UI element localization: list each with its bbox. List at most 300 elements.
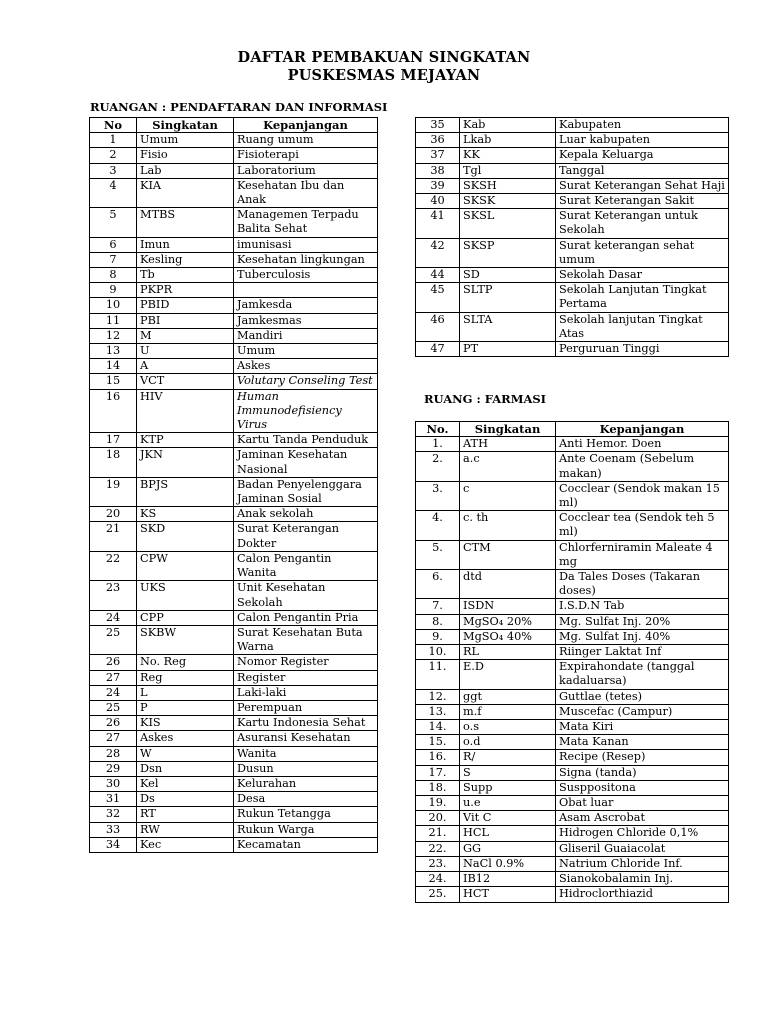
table-row	[90, 252, 378, 267]
cell-kepanjangan: Kesehatan lingkungan	[234, 252, 378, 267]
cell-singkatan: Ds	[137, 792, 234, 807]
cell-singkatan: M	[137, 328, 234, 343]
cell-no: 8.	[416, 614, 460, 629]
table-row	[416, 511, 729, 540]
table-row	[90, 344, 378, 359]
table-row	[416, 614, 729, 629]
cell-kepanjangan: Sianokobalamin Inj.	[556, 872, 729, 887]
header-kepanjangan: Kepanjangan	[234, 118, 378, 133]
cell-singkatan: Umum	[137, 133, 234, 148]
cell-no: 25	[90, 700, 137, 715]
cell-kepanjangan: Anak sekolah	[234, 507, 378, 522]
cell-kepanjangan: Ante Coenam (Sebelum makan)	[556, 452, 729, 481]
cell-singkatan: Reg	[137, 670, 234, 685]
table-row	[90, 359, 378, 374]
cell-kepanjangan: Mata Kiri	[556, 720, 729, 735]
cell-kepanjangan: Surat Keterangan Dokter	[234, 522, 378, 551]
cell-kepanjangan: Surat Keterangan Sakit	[556, 194, 729, 209]
cell-kepanjangan: I.S.D.N Tab	[556, 599, 729, 614]
cell-singkatan: GG	[460, 841, 556, 856]
table-row	[90, 746, 378, 761]
cell-kepanjangan: Natrium Chloride Inf.	[556, 856, 729, 871]
cell-singkatan: Tb	[137, 268, 234, 283]
cell-singkatan: SKSH	[460, 178, 556, 193]
cell-kepanjangan	[234, 283, 378, 298]
table-row	[416, 750, 729, 765]
cell-no: 15.	[416, 735, 460, 750]
cell-singkatan: Lab	[137, 163, 234, 178]
cell-no: 36	[416, 133, 460, 148]
cell-kepanjangan: Fisioterapi	[234, 148, 378, 163]
cell-kepanjangan: Tanggal	[556, 163, 729, 178]
cell-no: 5.	[416, 540, 460, 569]
cell-singkatan: c. th	[460, 511, 556, 540]
cell-singkatan: SKD	[137, 522, 234, 551]
cell-singkatan: SLTP	[460, 283, 556, 312]
table-row	[90, 507, 378, 522]
table-row	[90, 313, 378, 328]
cell-no: 26	[90, 716, 137, 731]
cell-kepanjangan: Rukun Warga	[234, 822, 378, 837]
cell-kepanjangan: Rukun Tetangga	[234, 807, 378, 822]
cell-singkatan: CPW	[137, 551, 234, 580]
cell-no: 11.	[416, 660, 460, 689]
cell-no: 8	[90, 268, 137, 283]
cell-kepanjangan: Mandiri	[234, 328, 378, 343]
table-row	[416, 599, 729, 614]
cell-kepanjangan: Muscefac (Campur)	[556, 704, 729, 719]
table-row	[90, 761, 378, 776]
cell-singkatan: Kesling	[137, 252, 234, 267]
cell-kepanjangan: Mg. Sulfat Inj. 40%	[556, 629, 729, 644]
cell-no: 23.	[416, 856, 460, 871]
cell-no: 18	[90, 448, 137, 477]
cell-kepanjangan: Surat keterangan sehat umum	[556, 238, 729, 267]
table-row	[90, 433, 378, 448]
table-row	[416, 780, 729, 795]
cell-kepanjangan: Jamkesda	[234, 298, 378, 313]
cell-no: 39	[416, 178, 460, 193]
cell-no: 17	[90, 433, 137, 448]
cell-no: 29	[90, 761, 137, 776]
cell-singkatan: PT	[460, 342, 556, 357]
table-row	[90, 477, 378, 506]
cell-kepanjangan: Jamkesmas	[234, 313, 378, 328]
cell-kepanjangan: Sekolah Lanjutan Tingkat Pertama	[556, 283, 729, 312]
cell-singkatan: HCL	[460, 826, 556, 841]
cell-no: 24	[90, 610, 137, 625]
cell-no: 16.	[416, 750, 460, 765]
cell-no: 44	[416, 268, 460, 283]
table-row	[416, 735, 729, 750]
cell-no: 14.	[416, 720, 460, 735]
cell-kepanjangan: Luar kabupaten	[556, 133, 729, 148]
cell-kepanjangan: Hidroclorthiazid	[556, 887, 729, 902]
table-row	[416, 811, 729, 826]
section-label-pendaftaran: RUANGAN : PENDAFTARAN DAN INFORMASI	[90, 100, 388, 114]
cell-kepanjangan: Anti Hemor. Doen	[556, 437, 729, 452]
cell-no: 13	[90, 344, 137, 359]
table-row	[416, 194, 729, 209]
header-no: No.	[416, 422, 460, 437]
cell-singkatan: MgSO₄ 20%	[460, 614, 556, 629]
cell-no: 3.	[416, 481, 460, 510]
cell-singkatan: KIA	[137, 178, 234, 207]
cell-no: 10.	[416, 645, 460, 660]
cell-kepanjangan: Cocclear tea (Sendok teh 5 ml)	[556, 511, 729, 540]
page-title: DAFTAR PEMBAKUAN SINGKATAN	[237, 49, 531, 66]
cell-singkatan: Fisio	[137, 148, 234, 163]
cell-kepanjangan: Chlorferniramin Maleate 4 mg	[556, 540, 729, 569]
table-row	[416, 209, 729, 238]
cell-kepanjangan: Da Tales Doses (Takaran doses)	[556, 570, 729, 599]
cell-kepanjangan: Asam Ascrobat	[556, 811, 729, 826]
cell-kepanjangan: Gliseril Guaiacolat	[556, 841, 729, 856]
table-row	[416, 704, 729, 719]
cell-singkatan: CTM	[460, 540, 556, 569]
table-row	[90, 133, 378, 148]
table-row	[90, 700, 378, 715]
cell-no: 4	[90, 178, 137, 207]
cell-singkatan: RT	[137, 807, 234, 822]
cell-no: 30	[90, 776, 137, 791]
table-row	[90, 298, 378, 313]
cell-no: 24	[90, 685, 137, 700]
cell-singkatan: U	[137, 344, 234, 359]
cell-singkatan: UKS	[137, 581, 234, 610]
cell-singkatan: Tgl	[460, 163, 556, 178]
cell-no: 31	[90, 792, 137, 807]
cell-kepanjangan: Nomor Register	[234, 655, 378, 670]
cell-kepanjangan: Susppositona	[556, 780, 729, 795]
cell-kepanjangan: Umum	[234, 344, 378, 359]
cell-no: 18.	[416, 780, 460, 795]
cell-kepanjangan: Mg. Sulfat Inj. 20%	[556, 614, 729, 629]
cell-singkatan: SKBW	[137, 625, 234, 654]
cell-singkatan: ISDN	[460, 599, 556, 614]
cell-kepanjangan: Obat luar	[556, 796, 729, 811]
table-row	[416, 118, 729, 133]
cell-singkatan: IB12	[460, 872, 556, 887]
cell-kepanjangan: Cocclear (Sendok makan 15 ml)	[556, 481, 729, 510]
cell-singkatan: HIV	[137, 389, 234, 433]
table-row	[90, 237, 378, 252]
cell-no: 1	[90, 133, 137, 148]
table-row	[416, 133, 729, 148]
cell-singkatan: SD	[460, 268, 556, 283]
cell-kepanjangan: Kecamatan	[234, 837, 378, 852]
cell-kepanjangan: Managemen Terpadu Balita Sehat	[234, 208, 378, 237]
table-row	[416, 481, 729, 510]
cell-singkatan: KK	[460, 148, 556, 163]
cell-singkatan: No. Reg	[137, 655, 234, 670]
cell-no: 5	[90, 208, 137, 237]
cell-singkatan: RW	[137, 822, 234, 837]
cell-kepanjangan: Desa	[234, 792, 378, 807]
cell-singkatan: PKPR	[137, 283, 234, 298]
cell-no: 40	[416, 194, 460, 209]
header-no: No	[90, 118, 137, 133]
cell-no: 19.	[416, 796, 460, 811]
cell-no: 6.	[416, 570, 460, 599]
cell-singkatan: Kec	[137, 837, 234, 852]
table-row	[90, 268, 378, 283]
cell-no: 15	[90, 374, 137, 389]
cell-kepanjangan: Surat Kesehatan Buta Warna	[234, 625, 378, 654]
table-row	[90, 208, 378, 237]
table-row	[90, 148, 378, 163]
cell-singkatan: SLTA	[460, 312, 556, 341]
cell-singkatan: u.e	[460, 796, 556, 811]
cell-no: 16	[90, 389, 137, 433]
cell-kepanjangan: Badan Penyelenggara Jaminan Sosial	[234, 477, 378, 506]
cell-kepanjangan: Laki-laki	[234, 685, 378, 700]
cell-singkatan: SKSK	[460, 194, 556, 209]
cell-kepanjangan: Volutary Conseling Test	[234, 374, 378, 389]
table-row	[416, 283, 729, 312]
cell-singkatan: SKSP	[460, 238, 556, 267]
cell-no: 45	[416, 283, 460, 312]
cell-no: 11	[90, 313, 137, 328]
table-row	[90, 670, 378, 685]
table-header-row	[416, 422, 729, 437]
table-row	[90, 776, 378, 791]
cell-kepanjangan: Surat Keterangan untuk Sekolah	[556, 209, 729, 238]
cell-no: 34	[90, 837, 137, 852]
table-row	[416, 660, 729, 689]
cell-singkatan: MgSO₄ 40%	[460, 629, 556, 644]
cell-no: 28	[90, 746, 137, 761]
cell-singkatan: ATH	[460, 437, 556, 452]
cell-no: 3	[90, 163, 137, 178]
cell-kepanjangan: Kelurahan	[234, 776, 378, 791]
cell-singkatan: SKSL	[460, 209, 556, 238]
cell-no: 14	[90, 359, 137, 374]
cell-singkatan: m.f	[460, 704, 556, 719]
table-row	[416, 645, 729, 660]
table-farmasi	[415, 421, 729, 903]
table-row	[416, 689, 729, 704]
cell-singkatan: c	[460, 481, 556, 510]
cell-singkatan: dtd	[460, 570, 556, 599]
cell-singkatan: Kel	[137, 776, 234, 791]
cell-kepanjangan: Laboratorium	[234, 163, 378, 178]
cell-no: 20	[90, 507, 137, 522]
cell-no: 19	[90, 477, 137, 506]
cell-singkatan: CPP	[137, 610, 234, 625]
cell-singkatan: NaCl 0.9%	[460, 856, 556, 871]
cell-no: 1.	[416, 437, 460, 452]
table-row	[90, 448, 378, 477]
cell-no: 10	[90, 298, 137, 313]
cell-no: 37	[416, 148, 460, 163]
table-row	[416, 720, 729, 735]
header-singkatan: Singkatan	[460, 422, 556, 437]
cell-no: 41	[416, 209, 460, 238]
cell-singkatan: a.c	[460, 452, 556, 481]
table-row	[416, 796, 729, 811]
cell-no: 21.	[416, 826, 460, 841]
cell-singkatan: KS	[137, 507, 234, 522]
table-pendaftaran	[89, 117, 378, 853]
cell-no: 12.	[416, 689, 460, 704]
cell-kepanjangan: Sekolah lanjutan Tingkat Atas	[556, 312, 729, 341]
cell-singkatan: A	[137, 359, 234, 374]
cell-no: 20.	[416, 811, 460, 826]
table-row	[90, 822, 378, 837]
cell-kepanjangan: Kesehatan Ibu dan Anak	[234, 178, 378, 207]
section-label-farmasi: RUANG : FARMASI	[424, 392, 547, 406]
cell-no: 33	[90, 822, 137, 837]
table-row	[90, 655, 378, 670]
table-row	[416, 437, 729, 452]
table-row	[90, 178, 378, 207]
cell-no: 35	[416, 118, 460, 133]
cell-kepanjangan: Sekolah Dasar	[556, 268, 729, 283]
table-row	[416, 342, 729, 357]
cell-no: 38	[416, 163, 460, 178]
cell-singkatan: Dsn	[137, 761, 234, 776]
cell-no: 32	[90, 807, 137, 822]
header-singkatan: Singkatan	[137, 118, 234, 133]
cell-kepanjangan: Wanita	[234, 746, 378, 761]
cell-kepanjangan: Perempuan	[234, 700, 378, 715]
cell-kepanjangan: Kepala Keluarga	[556, 148, 729, 163]
cell-kepanjangan: Calon Pengantin Pria	[234, 610, 378, 625]
cell-no: 13.	[416, 704, 460, 719]
table-row	[416, 540, 729, 569]
table-pendaftaran-continued	[415, 117, 729, 357]
cell-singkatan: o.s	[460, 720, 556, 735]
cell-no: 9.	[416, 629, 460, 644]
cell-kepanjangan: Unit Kesehatan Sekolah	[234, 581, 378, 610]
cell-singkatan: S	[460, 765, 556, 780]
cell-no: 42	[416, 238, 460, 267]
cell-no: 23	[90, 581, 137, 610]
cell-kepanjangan: Hidrogen Chloride 0,1%	[556, 826, 729, 841]
cell-kepanjangan: Surat Keterangan Sehat Haji	[556, 178, 729, 193]
table-row	[416, 765, 729, 780]
cell-singkatan: Vit C	[460, 811, 556, 826]
cell-no: 26	[90, 655, 137, 670]
table-row	[416, 570, 729, 599]
cell-singkatan: ggt	[460, 689, 556, 704]
cell-singkatan: JKN	[137, 448, 234, 477]
cell-no: 9	[90, 283, 137, 298]
cell-singkatan: R/	[460, 750, 556, 765]
cell-singkatan: P	[137, 700, 234, 715]
table-row	[90, 807, 378, 822]
cell-kepanjangan: Calon Pengantin Wanita	[234, 551, 378, 580]
cell-no: 22.	[416, 841, 460, 856]
cell-kepanjangan: Register	[234, 670, 378, 685]
cell-no: 4.	[416, 511, 460, 540]
cell-kepanjangan: Ruang umum	[234, 133, 378, 148]
page-subtitle: PUSKESMAS MEJAYAN	[287, 67, 481, 84]
cell-singkatan: RL	[460, 645, 556, 660]
table-row	[90, 522, 378, 551]
table-row	[416, 163, 729, 178]
table-row	[416, 452, 729, 481]
cell-kepanjangan: Mata Kanan	[556, 735, 729, 750]
cell-kepanjangan: Asuransi Kesehatan	[234, 731, 378, 746]
cell-kepanjangan: imunisasi	[234, 237, 378, 252]
table-row	[90, 610, 378, 625]
cell-kepanjangan: Kartu Tanda Penduduk	[234, 433, 378, 448]
table-row	[90, 551, 378, 580]
table-row	[416, 238, 729, 267]
table-row	[416, 629, 729, 644]
cell-no: 17.	[416, 765, 460, 780]
table-row	[90, 374, 378, 389]
cell-no: 25.	[416, 887, 460, 902]
cell-singkatan: BPJS	[137, 477, 234, 506]
cell-kepanjangan: Jaminan Kesehatan Nasional	[234, 448, 378, 477]
cell-singkatan: o.d	[460, 735, 556, 750]
cell-no: 7.	[416, 599, 460, 614]
cell-no: 24.	[416, 872, 460, 887]
cell-no: 12	[90, 328, 137, 343]
table-row	[90, 625, 378, 654]
cell-kepanjangan: Guttlae (tetes)	[556, 689, 729, 704]
cell-singkatan: Supp	[460, 780, 556, 795]
cell-no: 27	[90, 670, 137, 685]
table-row	[90, 328, 378, 343]
cell-no: 27	[90, 731, 137, 746]
table-row	[90, 581, 378, 610]
cell-singkatan: KIS	[137, 716, 234, 731]
table-row	[416, 178, 729, 193]
cell-no: 2	[90, 148, 137, 163]
cell-no: 7	[90, 252, 137, 267]
header-kepanjangan: Kepanjangan	[556, 422, 729, 437]
table-row	[90, 283, 378, 298]
cell-no: 25	[90, 625, 137, 654]
cell-no: 2.	[416, 452, 460, 481]
table-row	[416, 856, 729, 871]
table-row	[416, 841, 729, 856]
cell-no: 22	[90, 551, 137, 580]
table-row	[416, 887, 729, 902]
cell-singkatan: PBID	[137, 298, 234, 313]
cell-kepanjangan: Tuberculosis	[234, 268, 378, 283]
cell-kepanjangan: Dusun	[234, 761, 378, 776]
table-row	[416, 148, 729, 163]
cell-singkatan: Imun	[137, 237, 234, 252]
cell-no: 21	[90, 522, 137, 551]
cell-kepanjangan: Recipe (Resep)	[556, 750, 729, 765]
cell-singkatan: Askes	[137, 731, 234, 746]
cell-singkatan: PBI	[137, 313, 234, 328]
cell-kepanjangan: Perguruan Tinggi	[556, 342, 729, 357]
table-row	[90, 163, 378, 178]
table-row	[416, 872, 729, 887]
table-row	[90, 837, 378, 852]
cell-kepanjangan: Askes	[234, 359, 378, 374]
cell-singkatan: HCT	[460, 887, 556, 902]
cell-singkatan: Lkab	[460, 133, 556, 148]
cell-singkatan: L	[137, 685, 234, 700]
cell-kepanjangan: Expirahondate (tanggal kadaluarsa)	[556, 660, 729, 689]
cell-singkatan: W	[137, 746, 234, 761]
cell-kepanjangan: Kartu Indonesia Sehat	[234, 716, 378, 731]
table-row	[416, 268, 729, 283]
cell-singkatan: Kab	[460, 118, 556, 133]
table-row	[90, 389, 378, 433]
table-row	[90, 716, 378, 731]
table-row	[416, 826, 729, 841]
cell-singkatan: VCT	[137, 374, 234, 389]
